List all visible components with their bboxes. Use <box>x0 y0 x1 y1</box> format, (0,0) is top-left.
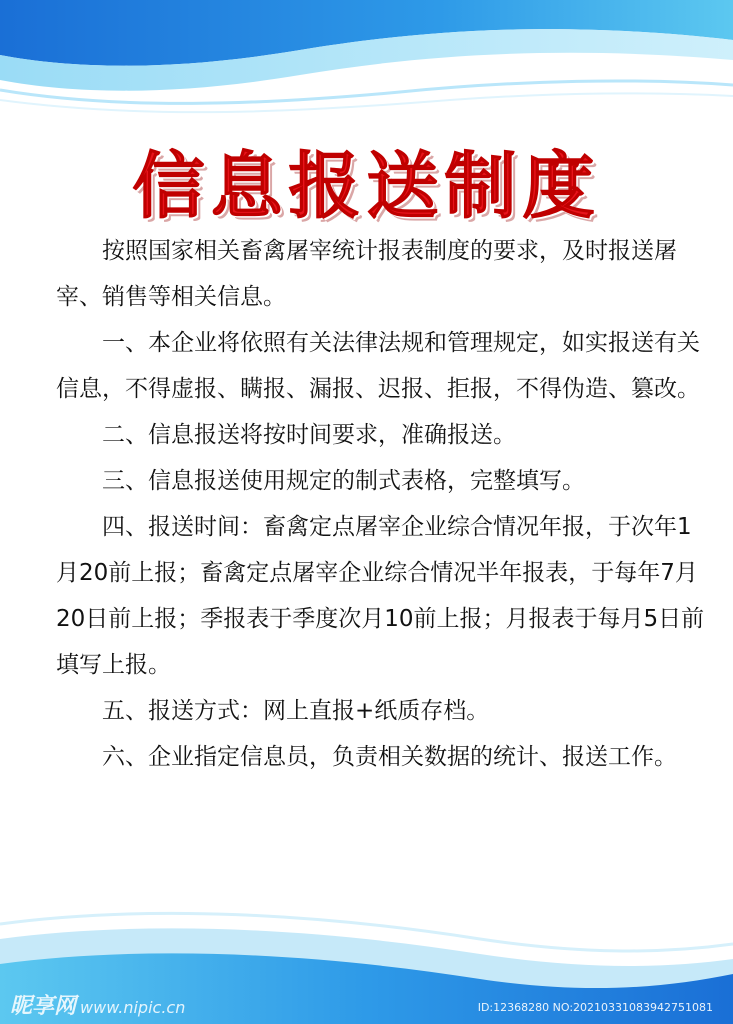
paragraph-2: 二、信息报送将按时间要求，准确报送。 <box>102 422 516 448</box>
paragraph-1: 一、本企业将依照有关法律法规和管理规定，如实报送有关信息，不得虚报、瞒报、漏报、迟报、拒报，不得伪造、篡改。 <box>56 330 700 402</box>
paragraph-3: 三、信息报送使用规定的制式表格，完整填写。 <box>102 468 585 494</box>
watermark-logo-text: 昵享网 <box>10 994 77 1019</box>
watermark-id: ID:12368280 NO:20210331083942751081 <box>477 1001 713 1014</box>
watermark-logo <box>10 989 185 1020</box>
paragraph-intro: 按照国家相关畜禽屠宰统计报表制度的要求，及时报送屠宰、销售等相关信息。 <box>56 238 677 310</box>
paragraph-6: 六、企业指定信息员，负责相关数据的统计、报送工作。 <box>102 744 677 770</box>
paragraph-5: 五、报送方式：网上直报+纸质存档。 <box>102 698 490 724</box>
page-title: 信息报送制度 <box>132 144 601 228</box>
top-wave-decoration <box>0 0 733 140</box>
watermark-site: www.nipic.cn <box>80 998 186 1017</box>
document-body <box>56 228 712 780</box>
paragraph-4: 四、报送时间：畜禽定点屠宰企业综合情况年报，于次年1月20前上报；畜禽定点屠宰企业综合情况半年报表，于每年7月20日前上报；季报表于季度次月10前上报；月报表于每月5日前填写上报。 <box>56 514 705 678</box>
